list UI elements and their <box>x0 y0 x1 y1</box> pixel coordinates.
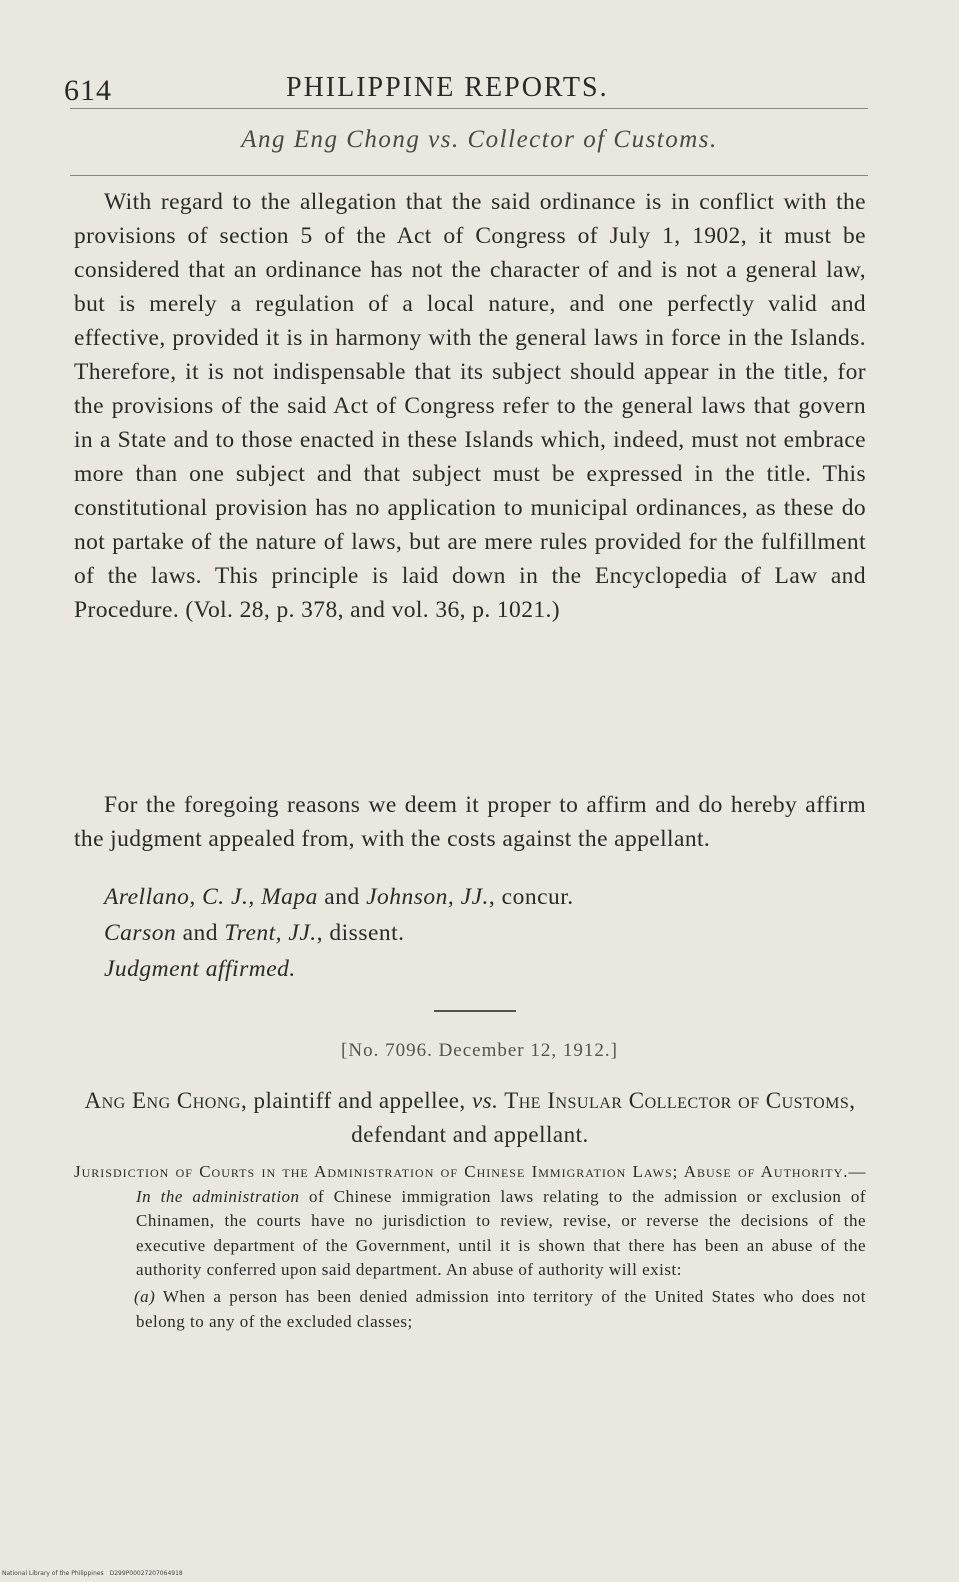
concurrence-line <box>104 884 574 911</box>
caption-rule <box>70 175 868 176</box>
footer-library: National Library of the Philippines <box>2 1570 104 1577</box>
case-parties <box>74 1084 866 1152</box>
defendant-role: , defendant and appellant. <box>351 1088 856 1147</box>
body-paragraph-2: For the foregoing reasons we deem it proper to affirm and do hereby affirm the judgment appealed from, with the costs against the appellant. <box>74 792 866 852</box>
dissent-line <box>104 920 405 947</box>
concur-and: and <box>317 884 367 910</box>
syllabus-heading: Jurisdiction of Courts in the Administration of Chinese Immigration Laws; Abuse of Authority. <box>74 1162 849 1181</box>
syllabus-item-a <box>74 1285 866 1334</box>
syllabus-paragraph <box>74 1160 866 1283</box>
body-paragraph-1: With regard to the allegation that the said ordinance is in conflict with the provisions of section 5 of the Act of Congress of July 1, 1902, it must be considered that an ordinance has not the character of and is not a general law, but is merely a regulation of a local nature, and one perfectly valid and effective, provided it is in harmony with the general laws in force in the Islands. Therefore, it is not indispensable that its subject should appear in the title, for the provisions of the said Act of Congress refer to the general laws that govern in a State and to those enacted in these Islands which, indeed, must not embrace more than one subject and that subject must be expressed in the title. This constitutional provision has no application to municipal ordinances, as these do not partake of the nature of laws, but are mere rules provided for the fulfillment of the laws. This principle is laid down in the Encyclopedia of Law and Procedure. (Vol. 28, p. 378, and vol. 36, p. 1021.) <box>74 189 866 623</box>
case-caption: Ang Eng Chong vs. Collector of Customs. <box>241 126 718 153</box>
dissent-tail: , dissent. <box>316 920 405 946</box>
item-a-text: When a person has been denied admission into territory of the United States who does not belong to any of the excluded classes; <box>136 1286 866 1331</box>
syllabus-lead: In the administration <box>136 1186 300 1206</box>
defendant-name: The Insular Collector of Customs <box>498 1088 850 1113</box>
page-header <box>64 70 864 110</box>
header-rule <box>70 108 868 109</box>
section-divider <box>434 1010 516 1012</box>
judgment-line: Judgment affirmed. <box>104 956 296 982</box>
syllabus-text: of Chinese immigration laws relating to the admission or exclusion of Chinamen, the courts have no jurisdiction to review, revise, or reverse the decisions of the executive department of the Government, until it is shown that there has been an abuse of the authority conferred upon said department. An abuse of authority will exist: <box>136 1186 866 1280</box>
page-number: 614 <box>64 74 112 107</box>
versus: vs. <box>471 1088 499 1113</box>
concur-tail: , concur. <box>488 884 574 910</box>
dissent-and: and <box>176 920 225 946</box>
footer-code: D299P00027207064918 <box>109 1570 183 1577</box>
concurring-justices: Arellano, C. J., Mapa <box>104 884 318 910</box>
plaintiff-name: Ang Eng Chong <box>84 1088 241 1113</box>
plaintiff-role: , plaintiff and appellee, <box>240 1088 472 1113</box>
concurring-justices-2: Johnson, JJ. <box>366 884 489 910</box>
dissenting-justice-2: Trent, JJ. <box>224 920 317 946</box>
syllabus <box>74 1160 866 1334</box>
running-title: PHILIPPINE REPORTS. <box>286 72 609 103</box>
scan-footer <box>2 1570 183 1577</box>
syllabus-dash: — <box>848 1162 866 1181</box>
dissenting-justice: Carson <box>104 920 177 946</box>
item-a-label: (a) <box>134 1286 156 1306</box>
docket-line: [No. 7096. December 12, 1912.] <box>341 1040 618 1061</box>
